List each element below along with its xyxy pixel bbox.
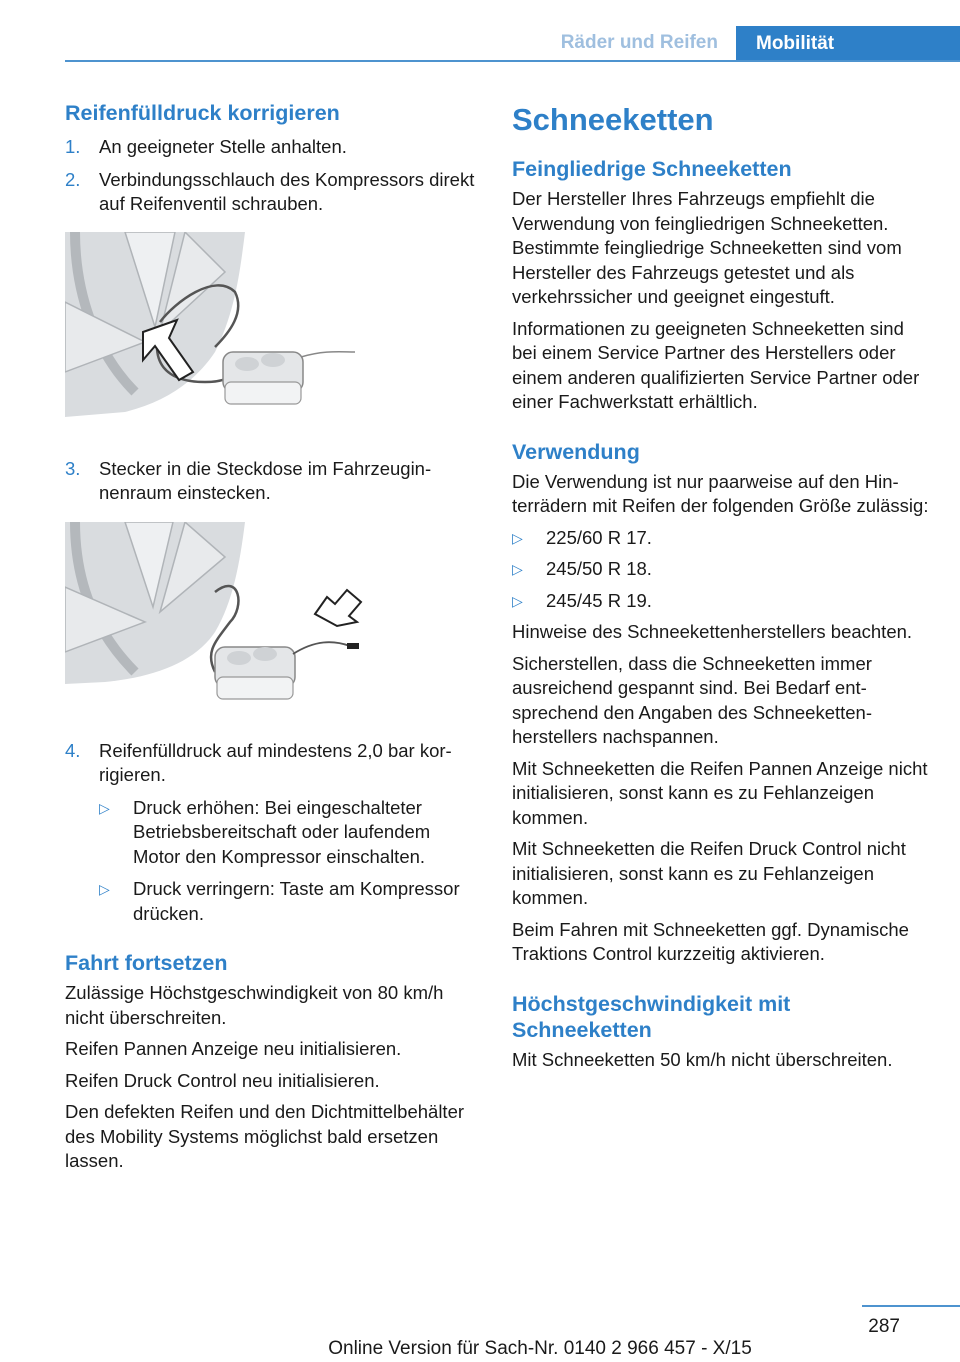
- section-title: Schneeketten: [512, 102, 714, 137]
- sub-bullet-text: Druck verringern: Taste am Kompressor drücken.: [133, 878, 460, 924]
- footer-rule: [862, 1305, 960, 1307]
- step-text: Reifenfülldruck auf mindestens 2,0 bar korrigieren.: [99, 739, 452, 785]
- heading-fine-chains: Feingliedrige Schneeketten: [512, 157, 792, 181]
- step-number: 2.: [65, 168, 81, 190]
- size-text: 245/45 R 19.: [546, 589, 652, 611]
- illustration-plug-into-socket: [65, 522, 365, 712]
- size-list-item: [512, 526, 932, 551]
- step-4: [65, 739, 480, 788]
- paragraph: Mit Schneeketten die Reifen Druck Control nicht initialisieren, sonst kann es zu Fehlanzeigen kommen.: [512, 838, 906, 908]
- heading-continue-driving: Fahrt fortsetzen: [65, 951, 228, 975]
- paragraph: Den defekten Reifen und den Dichtmittelbehälter des Mobility Systems möglichst bald ersetzen lassen.: [65, 1101, 465, 1171]
- paragraph: Reifen Druck Control neu initialisieren.: [65, 1069, 380, 1091]
- illustration-hose-on-valve: [65, 232, 365, 427]
- header-rule: [65, 60, 960, 62]
- triangle-right-icon: ▷: [99, 881, 110, 897]
- footer-online-version: Online Version für Sach-Nr. 0140 2 966 457 - X/15: [328, 1338, 752, 1359]
- paragraph: Mit Schneeketten die Reifen Pannen Anzeige nicht initialisieren, sonst kann es zu Fehlanzeigen kommen.: [512, 757, 928, 828]
- paragraph: Sicherstellen, dass die Schneeketten immer ausreichend gespannt sind. Bei Bedarf entsprechend den Angaben des Schneekettenherstellers nachspannen.: [512, 652, 873, 747]
- step-3: [65, 457, 480, 506]
- header-chapter-tab[interactable]: Mobilität: [736, 26, 960, 62]
- sub-bullet: [99, 877, 480, 926]
- triangle-right-icon: ▷: [512, 592, 523, 609]
- size-list-item: [512, 557, 932, 582]
- paragraph: Informationen zu geeigneten Schneeketten sind bei einem Service Partner des Herstellers oder einem anderen qualifizierten Service Partner oder einer Fachwerkstatt erhältlich.: [512, 317, 920, 412]
- size-text: 225/60 R 17.: [546, 526, 652, 548]
- step-2: [65, 168, 480, 217]
- paragraph: Hinweise des Schneekettenherstellers beachten.: [512, 621, 913, 642]
- paragraph: Der Hersteller Ihres Fahrzeugs empfiehlt die Verwendung von feingliedrigen Schneeketten. Bestimmte feingliedrige Schneeketten sind vom Hersteller des Fahrzeugs getestet und als verkehrssicher und geeignet eingestuft.: [512, 188, 902, 307]
- heading-usage: Verwendung: [512, 439, 640, 464]
- sub-bullet-text: Druck erhöhen: Bei eingeschalteter Betriebsbereitschaft oder laufendem Motor den Kompressor einschalten.: [133, 796, 431, 867]
- page-number: 287: [868, 1316, 900, 1337]
- step-number: 3.: [65, 457, 81, 479]
- step-number: 1.: [65, 136, 81, 157]
- right-column: [512, 100, 932, 1072]
- left-column: [65, 100, 480, 1174]
- heading-max-speed: Höchstgeschwindigkeit mit Schneeketten: [512, 991, 791, 1042]
- step-text: Verbindungsschlauch des Kompressors direkt auf Reifenventil schrauben.: [99, 168, 475, 214]
- triangle-right-icon: ▷: [99, 799, 110, 816]
- step-1: [65, 135, 480, 160]
- paragraph: Reifen Pannen Anzeige neu initialisieren.: [65, 1038, 402, 1059]
- paragraph: Beim Fahren mit Schneeketten ggf. Dynamische Traktions Control kurzzeitig aktivieren.: [512, 918, 909, 964]
- heading-tire-pressure: Reifenfülldruck korrigieren: [65, 101, 340, 125]
- step-text: An geeigneter Stelle anhalten.: [99, 136, 347, 157]
- paragraph: Die Verwendung ist nur paarweise auf den Hinterrädern mit Reifen der folgenden Größe zulässig:: [512, 470, 929, 516]
- triangle-right-icon: ▷: [512, 529, 523, 546]
- paragraph: Zulässige Höchstgeschwindigkeit von 80 km/h nicht überschreiten.: [65, 982, 444, 1028]
- triangle-right-icon: ▷: [512, 561, 523, 577]
- header-section-tab[interactable]: Räder und Reifen: [560, 32, 718, 53]
- size-text: 245/50 R 18.: [546, 558, 652, 579]
- step-text: Stecker in die Steckdose im Fahrzeuginnenraum einstecken.: [99, 457, 432, 503]
- size-list-item: [512, 589, 932, 614]
- step-number: 4.: [65, 739, 81, 761]
- paragraph: Mit Schneeketten 50 km/h nicht überschreiten.: [512, 1048, 893, 1070]
- sub-bullet: [99, 796, 480, 870]
